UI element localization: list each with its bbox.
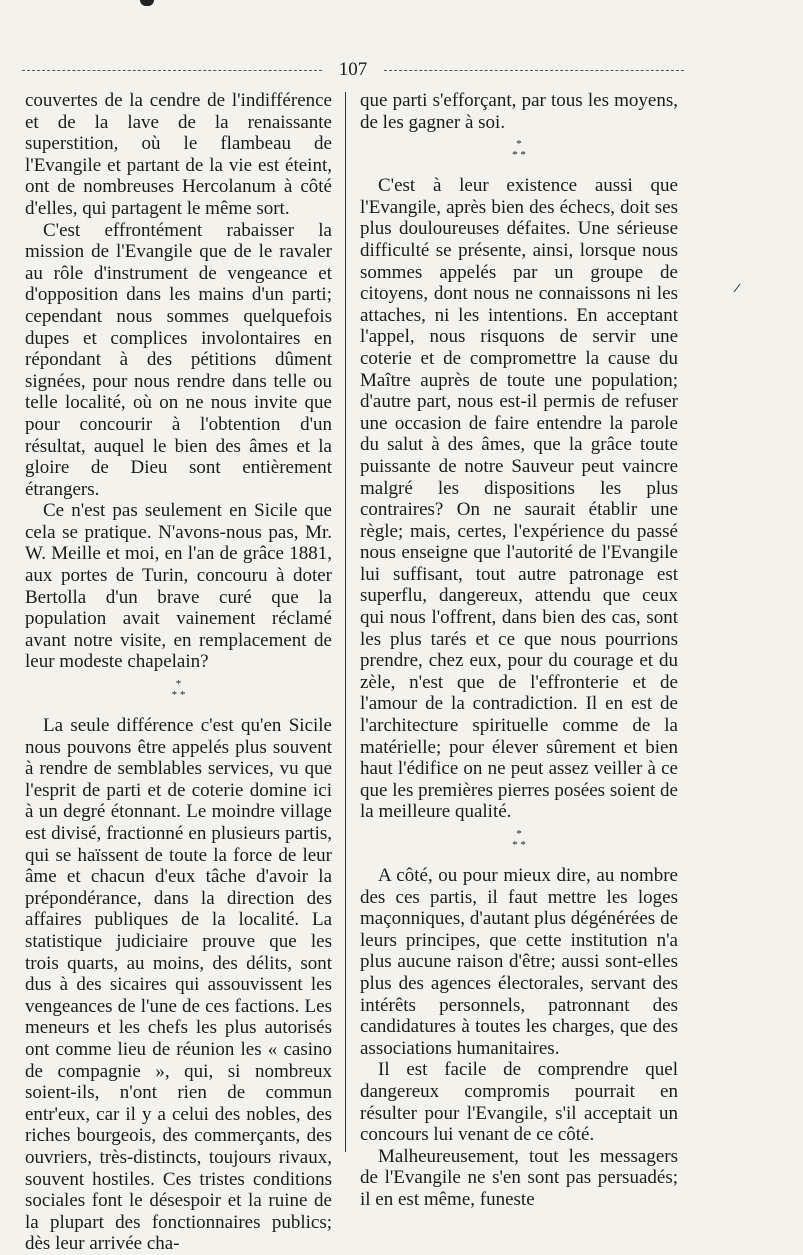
right-column	[360, 90, 678, 1211]
separator-bottom: * *	[512, 149, 526, 162]
paragraph: couvertes de la cendre de l'indifférence et de la lave de la renaissante superstition, où le flambeau de l'Evangile et partant de la vie est éteint, ont de nombreuses Hercolanum à côté d'elles, qui partagent le même sort.	[25, 90, 332, 219]
left-column	[25, 90, 332, 1255]
paragraph: La seule différence c'est qu'en Sicile nous pouvons être appelés plus souvent à rendre de semblables services, vu que l'esprit de parti et de coterie domine ici à un degré étonnant. Le moindre village est divisé, fractionné en plusieurs partis, qui se haïssent de toute la force de leur âme et chacun d'eux tâche d'avoir la prépondérance, dans la direction des affaires publiques de la localité. La statistique judiciaire prouve que les trois quarts, au moins, des délits, sont dus à des sicaires qui assouvissent les vengeances de l'une de ces factions. Les meneurs et les chefs les plus autorisés ont comme lieu de réunion les « casino de compagnie », qui, si nombreux soient-ils, n'ont rien de commun entr'eux, car il y a celui des nobles, des riches bourgeois, des commerçants, des ouvriers, très-distincts, toujours rivaux, souvent hostiles. Ces tristes conditions sociales font le désespoir et la ruine de la plupart des fonctionnaires publics; dès leur arrivée cha-	[25, 715, 332, 1255]
paragraph: Ce n'est pas seulement en Sicile que cela se pratique. N'avons-nous pas, Mr. W. Meille et moi, en l'an de grâce 1881, aux portes de Turin, concouru à doter Bertolla d'un brave curé que la population avait vainement réclamé avant notre visite, en remplacement de leur modeste chapelain?	[25, 500, 332, 673]
page-number: 107	[338, 59, 368, 80]
separator-top: *	[175, 678, 182, 691]
section-separator	[360, 139, 678, 161]
section-separator	[25, 679, 332, 701]
paragraph: Malheureusement, tout les messagers de l'Evangile ne s'en sont pas persuadés; il en est même, funeste	[360, 1145, 678, 1210]
paragraph: Il est facile de comprendre quel dangereux compromis pourrait en résulter pour l'Evangile, s'il acceptait un concours lui venant de ce côté.	[360, 1059, 678, 1146]
column-divider	[345, 92, 346, 1152]
separator-bottom: * *	[171, 689, 186, 702]
paragraph: que parti s'efforçant, par tous les moyens, de les gagner à soi.	[360, 90, 678, 133]
paragraph: A côté, ou pour mieux dire, au nombre des ces partis, il faut mettre les loges maçonniques, d'autant plus dégénérées de leurs principes, que cette institution n'a plus aucune raison d'être; aussi sont-elles plus des agences électorales, servant des intérêts personnels, patronnant des candidatures à toutes les charges, que des associations humanitaires.	[360, 865, 678, 1059]
paragraph: C'est à leur existence aussi que l'Evangile, après bien des échecs, doit ses plus douloureuses défaites. Une sérieuse difficulté se présente, ainsi, lorsque nous sommes appelés par un groupe de citoyens, dont nous ne connaissons ni les attaches, ni les intentions. En acceptant l'appel, nous risquons de servir une coterie et de compromettre la cause du Maître auprès de toute une population; d'autre part, nous est-il permis de refuser une occasion de faire entendre la parole du salut à des âmes, que la grâce toute puissante de notre Sauveur peut vaincre malgré les dispositions les plus contraires? On ne saurait établir une règle; mais, certes, l'expérience du passé nous enseigne que l'autorité de l'Evangile lui suffisant, tout autre patronage est superflu, dangereux, attendu que ceux qui nous l'offrent, dans bien des cas, sont les plus tarés et ce que nous pourrions prendre, chez eux, pour du courage et du zèle, n'est que de l'effronterie et de l'amour de la contradiction. Il en est de l'architecture spirituelle comme de la matérielle; pour élever sûrement et bien haut l'édifice on ne peut assez veiller à ce que les premières pierres posées soient de la meilleure qualité.	[360, 175, 678, 823]
page-header	[22, 58, 684, 82]
separator-top: *	[516, 138, 522, 151]
ink-blot	[140, 0, 154, 6]
header-rule-right	[384, 70, 684, 71]
separator-bottom: * *	[512, 839, 526, 851]
paragraph: C'est effrontément rabaisser la mission de l'Evangile que de le ravaler au rôle d'instrument de vengeance et d'opposition dans les mains d'un parti; cependant nous sommes quelquefois dupes et complices involontaires en répondant à des pétitions dûment signées, pour nous rendre dans telle ou telle localité, où on ne nous invite que pour concourir à l'obtention d'un résultat, auquel le bien des âmes et la gloire de Dieu sont entièrement étrangers.	[25, 219, 332, 500]
pencil-mark	[733, 283, 741, 293]
section-separator	[360, 829, 678, 851]
separator-top: *	[516, 828, 522, 840]
